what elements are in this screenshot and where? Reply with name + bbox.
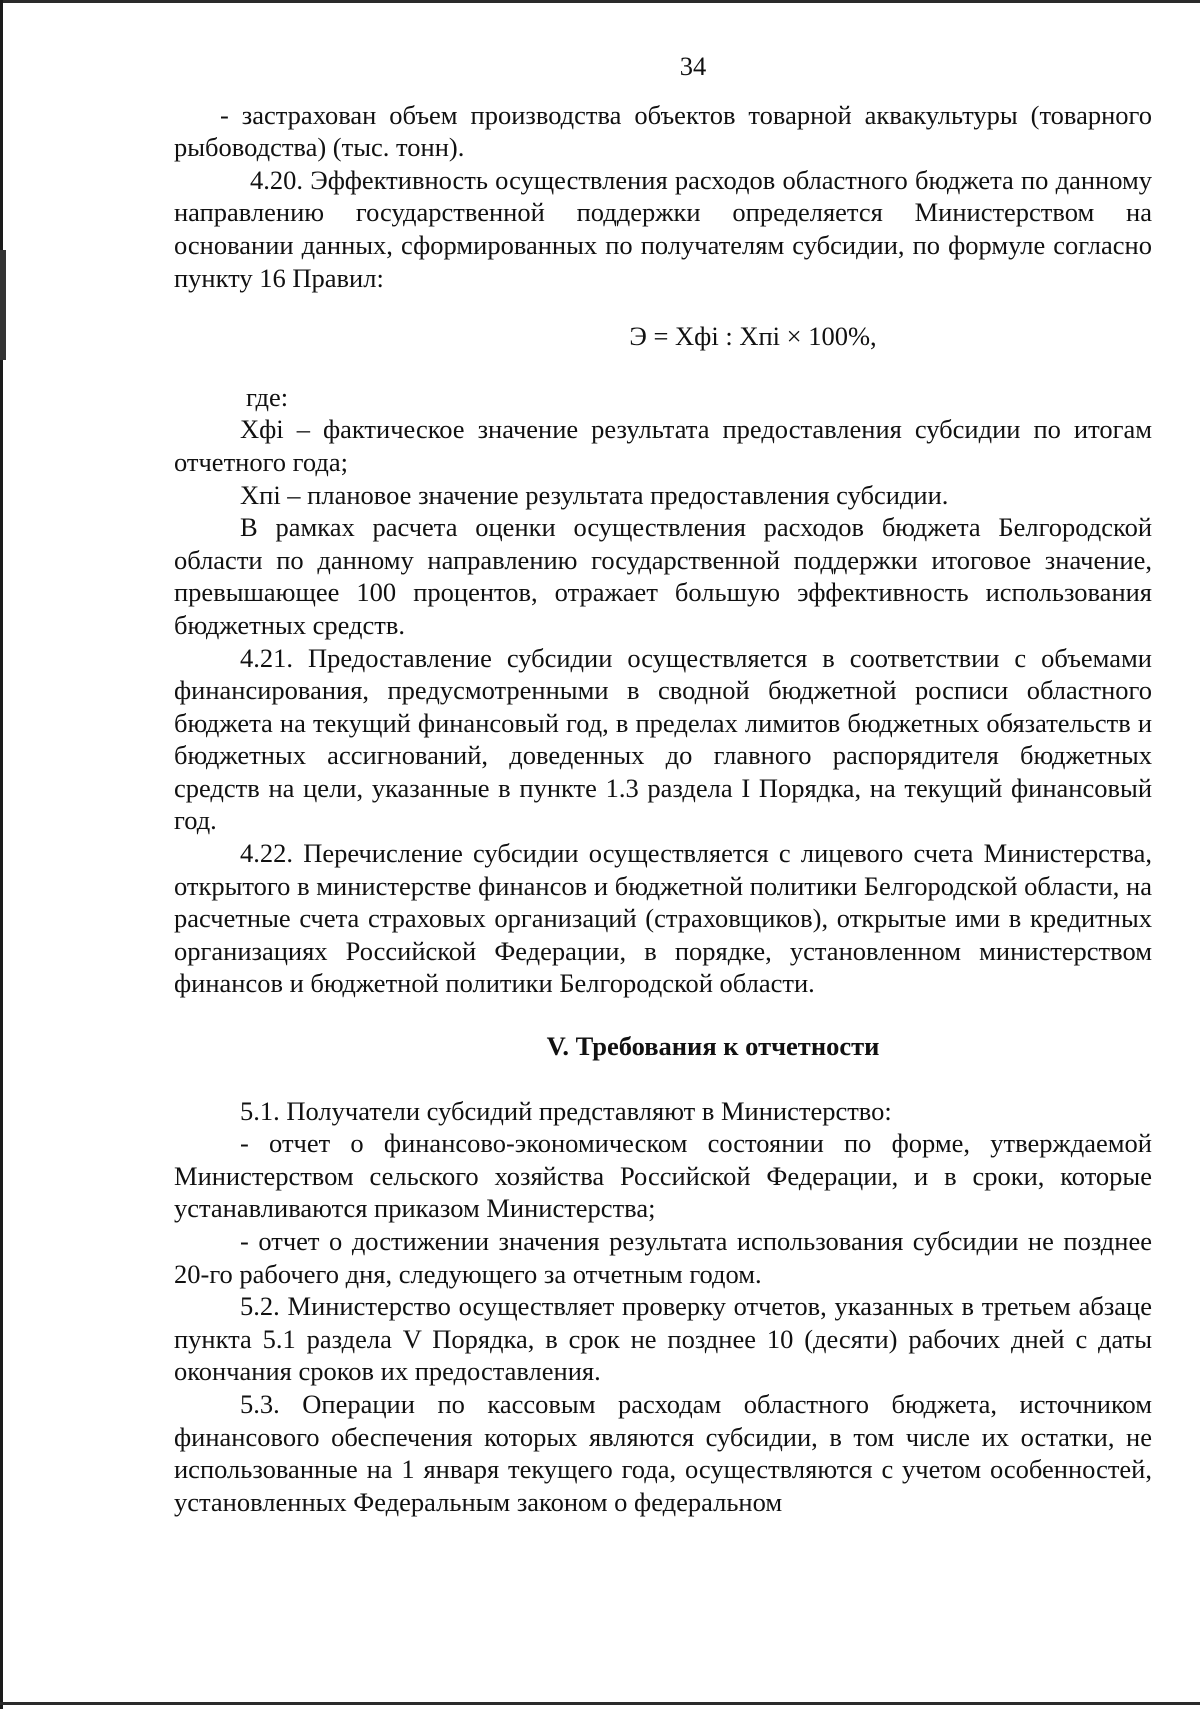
section-title: V. Требования к отчетности: [546, 1031, 880, 1062]
scan-edge-bottom: [0, 1702, 1200, 1705]
paragraph-efficiency-evaluation: В рамках расчета оценки осуществления расходов бюджета Белгородской области по данному направлению государственной поддержки итоговое значение, превышающее 100 процентов, отражает большую эффективность использования бюджетных средств.: [174, 512, 1152, 640]
where-label: где:: [246, 381, 289, 412]
paragraph-5-2: 5.2. Министерство осуществляет проверку отчетов, указанных в третьем абзаце пункта 5.1 раздела V Порядка, в срок не позднее 10 (десяти) рабочих дней с даты окончания сроков их предоставления.: [174, 1291, 1152, 1387]
definition-planned-value: Хпi – плановое значение результата предоставления субсидии.: [240, 479, 949, 510]
scan-edge-mark: [0, 250, 6, 360]
scan-edge-top: [0, 0, 1200, 3]
paragraph-5-1: 5.1. Получатели субсидий представляют в Министерство:: [240, 1095, 892, 1126]
paragraph-report-financial: - отчет о финансово-экономическом состоянии по форме, утверждаемой Министерством сельского хозяйства Российской Федерации, и в сроки, которые устанавливаются приказом Министерства;: [174, 1128, 1152, 1224]
page-number: 34: [679, 51, 707, 81]
paragraph-4-22: 4.22. Перечисление субсидии осуществляется с лицевого счета Министерства, открытого в министерстве финансов и бюджетной политики Белгородской области, на расчетные счета страховых организаций (страховщиков), открытые ими в кредитных организациях Российской Федерации, в порядке, установленном министерством финансов и бюджетной политики Белгородской области.: [174, 838, 1152, 999]
document-page: [174, 50, 1152, 1518]
paragraph-insured-volume: - застрахован объем производства объектов товарной аквакультуры (товарного рыбоводства) (тыс. тонн).: [174, 99, 1152, 163]
paragraph-4-21: 4.21. Предоставление субсидии осуществляется в соответствии с объемами финансирования, предусмотренными в сводной бюджетной росписи областного бюджета на текущий финансовый год, в пределах лимитов бюджетных обязательств и бюджетных ассигнований, доведенных до главного распорядителя бюджетных средств на цели, указанные в пункте 1.3 раздела I Порядка, на текущий финансовый год.: [174, 642, 1152, 836]
paragraph-4-20: 4.20. Эффективность осуществления расходов областного бюджета по данному направлению государственной поддержки определяется Министерством на основании данных, сформированных по получателям субсидии, по формуле согласно пункту 16 Правил:: [174, 164, 1152, 293]
paragraph-report-result: - отчет о достижении значения результата использования субсидии не позднее 20-го рабочего дня, следующего за отчетным годом.: [174, 1226, 1152, 1289]
efficiency-formula: Э = Хфi : Хпi × 100%,: [629, 321, 877, 352]
definition-actual-value: Хфi – фактическое значение результата предоставления субсидии по итогам отчетного года;: [174, 414, 1152, 477]
paragraph-5-3: 5.3. Операции по кассовым расходам областного бюджета, источником финансового обеспечения которых являются субсидии, в том числе их остатки, не использованные на 1 января текущего года, осуществляются с учетом особенностей, установленных Федеральным законом о федеральном: [174, 1388, 1152, 1517]
